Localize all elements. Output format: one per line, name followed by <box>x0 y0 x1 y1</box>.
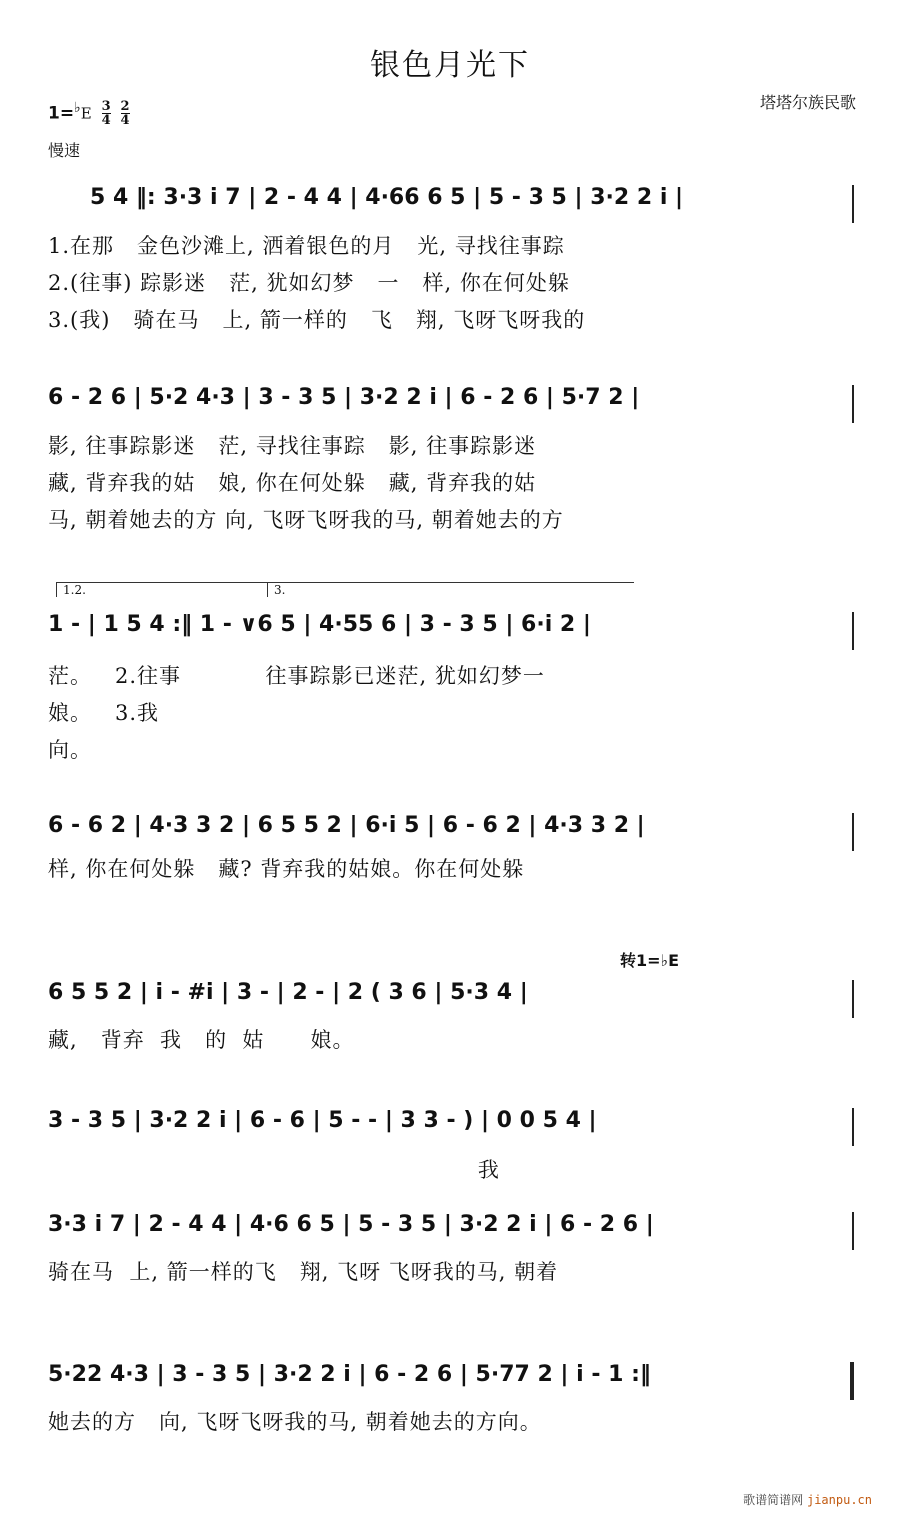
notes-line: 6 5 5 2 | i - #i | 3 - | 2 - | 2 ( 3 6 | 5·3 4 | <box>48 980 528 1005</box>
song-title: 银色月光下 <box>370 48 530 83</box>
barline <box>852 813 854 851</box>
key-change-marking: 转1=♭E <box>620 951 680 970</box>
lyrics-line: 藏, 背弃 我 的 姑 娘。 <box>48 1028 355 1052</box>
key-note: E <box>80 104 92 123</box>
notes-line: 3·3 i 7 | 2 - 4 4 | 4·6 6 5 | 5 - 3 5 | 3·2 2 i | 6 - 2 6 | <box>48 1212 654 1237</box>
lyrics-verse-2: 藏, 背弃我的姑 娘, 你在何处躲 藏, 背弃我的姑 <box>48 471 537 495</box>
barline <box>852 385 854 423</box>
lyrics-line: 样, 你在何处躲 藏? 背弃我的姑娘。你在何处躲 <box>48 857 525 881</box>
notes-line: 3 - 3 5 | 3·2 2 i | 6 - 6 | 5 - - | 3 3 - ) | 0 0 5 4 | <box>48 1108 597 1133</box>
lyrics-verse-1: 茫。 2.往事 往事踪影已迷茫, 犹如幻梦一 <box>48 664 545 688</box>
volta-bracket-2: 3. <box>267 582 634 597</box>
key-tonic: 1 <box>48 103 60 124</box>
watermark-site: jianpu.cn <box>806 1493 872 1507</box>
lyrics-verse-2: 2.(往事) 踪影迷 茫, 犹如幻梦 一 样, 你在何处躲 <box>48 271 570 295</box>
notes-line: 1 - | 1 5 4 :‖ 1 - ∨6 5 | 4·55 6 | 3 - 3 5 | 6·i 2 | <box>48 612 591 637</box>
time-signature-2: $\frac{2}{4}$ <box>120 99 130 128</box>
lyrics-line: 她去的方 向, 飞呀飞呀我的马, 朝着她去的方向。 <box>48 1410 542 1434</box>
key-equals: = <box>59 103 75 124</box>
barline <box>852 612 854 650</box>
tempo-marking: 慢速 <box>48 141 81 160</box>
lyrics-verse-3: 3.(我) 骑在马 上, 箭一样的 飞 翔, 飞呀飞呀我的 <box>48 308 586 332</box>
lyrics-verse-3: 向。 <box>48 738 92 762</box>
composer-credit: 塔塔尔族民歌 <box>759 93 856 112</box>
final-repeat-barline <box>850 1362 854 1400</box>
watermark-text: 歌谱简谱网 <box>743 1493 804 1507</box>
lyrics-verse-1: 1.在那 金色沙滩上, 洒着银色的月 光, 寻找往事踪 <box>48 234 565 258</box>
lyrics-verse-3: 马, 朝着她去的方 向, 飞呀飞呀我的马, 朝着她去的方 <box>48 508 564 532</box>
notes-line: 5·22 4·3 | 3 - 3 5 | 3·2 2 i | 6 - 2 6 | 5·77 2 | i - 1 :‖ <box>48 1362 651 1387</box>
key-signature <box>48 100 130 127</box>
time-signature-1: $\frac{3}{4}$ <box>101 99 111 128</box>
barline <box>852 185 854 223</box>
lyrics-line: 我 <box>48 1158 500 1182</box>
flat-icon: ♭ <box>74 100 81 116</box>
notes-line: 6 - 2 6 | 5·2 4·3 | 3 - 3 5 | 3·2 2 i | 6 - 2 6 | 5·7 2 | <box>48 385 640 410</box>
lyrics-line: 骑在马 上, 箭一样的飞 翔, 飞呀 飞呀我的马, 朝着 <box>48 1260 559 1284</box>
notes-line: 6 - 6 2 | 4·3 3 2 | 6 5 5 2 | 6·i 5 | 6 - 6 2 | 4·3 3 2 | <box>48 813 645 838</box>
volta-bracket-1: 1.2. <box>56 582 267 597</box>
lyrics-verse-1: 影, 往事踪影迷 茫, 寻找往事踪 影, 往事踪影迷 <box>48 434 537 458</box>
barline <box>852 980 854 1018</box>
lyrics-verse-2: 娘。 3.我 <box>48 701 160 725</box>
barline <box>852 1212 854 1250</box>
barline <box>852 1108 854 1146</box>
notes-line: 5 4 ‖: 3·3 i 7 | 2 - 4 4 | 4·66 6 5 | 5 - 3 5 | 3·2 2 i | <box>90 185 684 210</box>
watermark <box>743 1491 872 1508</box>
